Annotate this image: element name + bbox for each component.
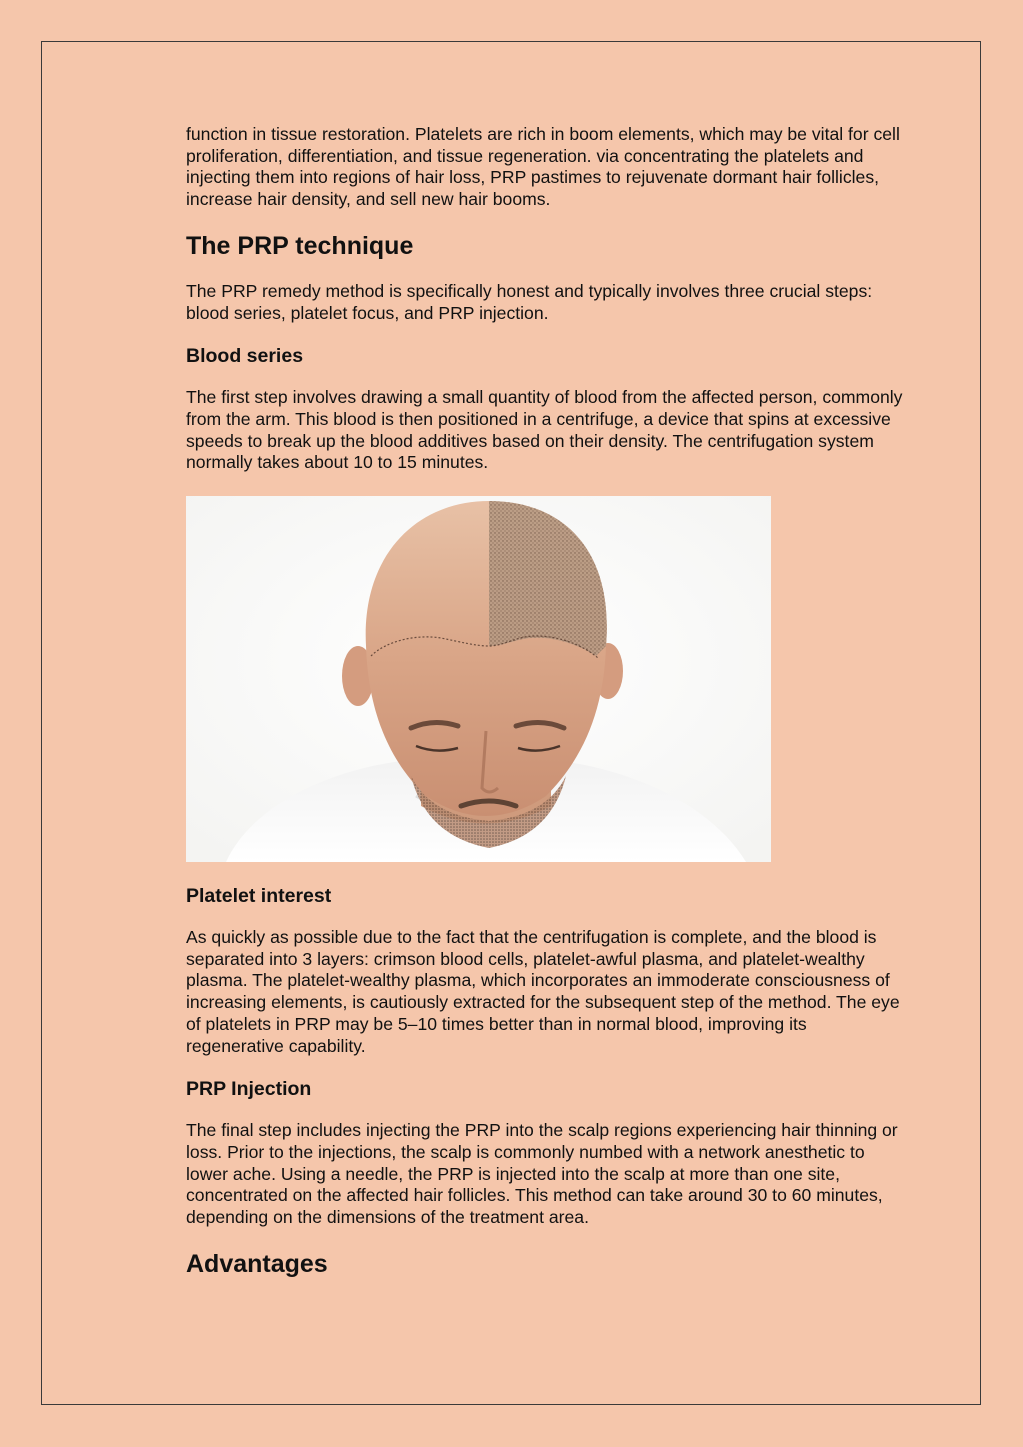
platelet-paragraph: As quickly as possible due to the fact that the centrifugation is complete, and the blood is separated into 3 layers: crimson blood cells, platelet-awful plasma, and platelet-wealthy plasma. The platelet-wealthy plasma, which incorporates an immoderate consciousness of increasing elements, is cautiously extracted for the subsequent step of the method. The eye of platelets in PRP may be 5–10 times better than in normal blood, improving its regenerative capability.: [186, 927, 900, 1056]
blood-series-paragraph: The first step involves drawing a small quantity of blood from the affected person, commonly from the arm. This blood is then positioned in a centrifuge, a device that spins at excessive speeds to break up the blood additives based on their density. The centrifugation system normally takes about 10 to 15 minutes.: [186, 387, 903, 473]
injection-paragraph: The final step includes injecting the PRP into the scalp regions experiencing hair thinning or loss. Prior to the injections, the scalp is commonly numbed with a network anesthetic to lower ache. Using a needle, the PRP is injected into the scalp at more than one site, concentrated on the affected hair follicles. This method can take around 30 to 60 minutes, depending on the dimensions of the treatment area.: [186, 1120, 898, 1228]
technique-paragraph: The PRP remedy method is specifically honest and typically involves three crucial steps: blood series, platelet focus, and PRP injection.: [186, 280, 873, 323]
heading-advantages: Advantages: [186, 1249, 328, 1278]
heading-prp-injection: PRP Injection: [186, 1078, 312, 1101]
heading-prp-technique: The PRP technique: [186, 231, 414, 260]
heading-platelet-interest: Platelet interest: [186, 885, 332, 908]
heading-blood-series: Blood series: [186, 345, 304, 368]
intro-paragraph: function in tissue restoration. Platelets are rich in boom elements, which may be vital for cell proliferation, differentiation, and tissue regeneration. via concentrating the platelets and injecting them into regions of hair loss, PRP pastimes to rejuvenate dormant hair follicles, increase hair density, and sell new hair booms.: [186, 124, 900, 210]
hair-transplant-photo: [186, 496, 771, 862]
document-content: [186, 124, 906, 1279]
